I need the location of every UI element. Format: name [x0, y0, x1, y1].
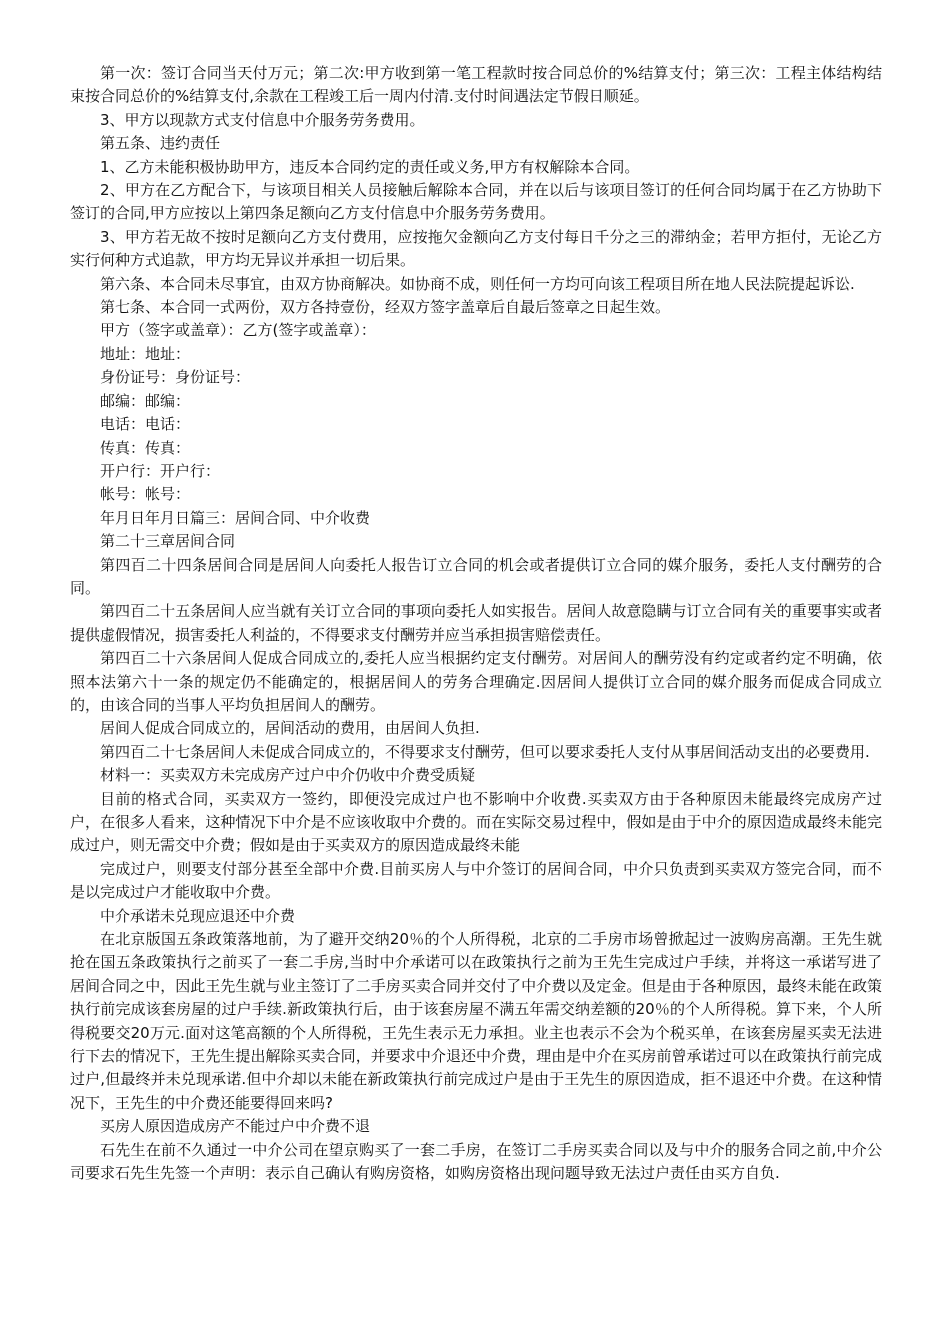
- field-bank: 开户行：开户行：: [100, 461, 221, 480]
- field-fax: 传真：传真：: [100, 438, 191, 457]
- paragraph-article-424: 第四百二十四条居间合同是居间人向委托人报告订立合同的机会或者提供订立合同的媒介服务，委托人支付酬劳的合同。: [70, 555, 882, 597]
- document-page: [70, 62, 882, 1186]
- paragraph-payment-schedule: 第一次：签订合同当天付万元；第二次:甲方收到第一笔工程款时按合同总价的%结算支付；第三次：工程主体结构结束按合同总价的%结算支付,余款在工程竣工后一周内付清.支付时间遇法定节假日顺延。: [70, 64, 882, 106]
- section-title-part-3: 年月日年月日篇三：居间合同、中介收费: [100, 508, 371, 527]
- field-phone: 电话：电话：: [100, 415, 191, 434]
- paragraph-article-7: 第七条、本合同一式两份，双方各持壹份，经双方签字盖章后自最后签章之日起生效。: [100, 298, 671, 317]
- field-postcode: 邮编：邮编：: [100, 391, 191, 410]
- paragraph-breach-3: 3、甲方若无故不按时足额向乙方支付费用，应按拖欠金额向乙方支付每日千分之三的滞纳金；若甲方拒付，无论乙方实行何种方式追款，甲方均无异议并承担一切后果。: [70, 227, 882, 270]
- paragraph-format-contract: 目前的格式合同，买卖双方一签约，即便没完成过户也不影响中介收费.买卖双方由于各种原因未能最终完成房产过户，在很多人看来，这种情况下中介是不应该收取中介费的。而在实际交易过程中，假如是由于中介的原因造成最终未能完成过户，则无需交中介费；假如是由于买卖双方的原因造成最终未能: [70, 789, 882, 855]
- paragraph-complete-transfer: 完成过户，则要支付部分甚至全部中介费.目前买房人与中介签订的居间合同，中介只负责到买卖双方签完合同，而不是以完成过户才能收取中介费。: [70, 859, 882, 902]
- paragraph-breach-1: 1、乙方未能积极协助甲方，违反本合同约定的责任或义务,甲方有权解除本合同。: [100, 157, 640, 176]
- paragraph-broker-cost: 居间人促成合同成立的，居间活动的费用，由居间人负担.: [100, 719, 480, 738]
- paragraph-article-6: 第六条、本合同未尽事宜，由双方协商解决。如协商不成，则任何一方均可向该工程项目所在地人民法院提起诉讼.: [100, 274, 855, 293]
- heading-buyer-cause: 买房人原因造成房产不能过户中介费不退: [100, 1117, 371, 1136]
- field-address: 地址：地址：: [100, 344, 191, 363]
- heading-chapter-23: 第二十三章居间合同: [100, 532, 236, 551]
- paragraph-article-427: 第四百二十七条居间人未促成合同成立的，不得要求支付酬劳，但可以要求委托人支付从事居间活动支出的必要费用.: [100, 742, 870, 761]
- paragraph-case-wang: 在北京版国五条政策落地前，为了避开交纳20％的个人所得税，北京的二手房市场曾掀起过一波购房高潮。王先生就抢在国五条政策执行之前买了一套二手房,当时中介承诺可以在政策执行之前为王先生完成过户手续，并将这一承诺写进了居间合同之中，因此王先生就与业主签订了二手房买卖合同并交付了中介费以及定金。但是由于各种原因，最终未能在政策执行前完成该套房屋的过户手续.新政策执行后，由于该套房屋不满五年需交纳差额的20％的个人所得税。算下来，个人所得税要交20万元.面对这笔高额的个人所得税，王先生表示无力承担。业主也表示不会为个税买单，在该套房屋买卖无法进行下去的情况下，王先生提出解除买卖合同，并要求中介退还中介费，理由是中介在买房前曾承诺过可以在政策执行前完成过户,但最终并未兑现承诺.但中介却以未能在新政策执行前完成过户是由于王先生的原因造成，拒不退还中介费。在这种情况下，王先生的中介费还能要得回来吗?: [70, 930, 882, 1112]
- paragraph-case-shi: 石先生在前不久通过一中介公司在望京购买了一套二手房，在签订二手房买卖合同以及与中介的服务合同之前,中介公司要求石先生先签一个声明：表示自己确认有购房资格，如购房资格出现问题导致无法过户责任由买方自负.: [70, 1140, 882, 1183]
- paragraph-breach-2: 2、甲方在乙方配合下，与该项目相关人员接触后解除本合同，并在以后与该项目签订的任何合同均属于在乙方协助下签订的合同,甲方应按以上第四条足额向乙方支付信息中介服务劳务费用。: [70, 181, 882, 223]
- heading-article-5: 第五条、违约责任: [100, 134, 221, 153]
- field-account: 帐号：帐号：: [100, 485, 191, 504]
- signature-line: 甲方（签字或盖章）：乙方(签字或盖章）：: [100, 321, 376, 340]
- field-id-number: 身份证号：身份证号：: [100, 368, 251, 387]
- paragraph-payment-method: 3、甲方以现款方式支付信息中介服务劳务费用。: [100, 110, 425, 129]
- heading-promise-unfulfilled: 中介承诺未兑现应退还中介费: [100, 906, 296, 925]
- paragraph-article-426: 第四百二十六条居间人促成合同成立的,委托人应当根据约定支付酬劳。对居间人的酬劳没有约定或者约定不明确，依照本法第六十一条的规定仍不能确定的，根据居间人的劳务合理确定.因居间人提供订立合同的媒介服务而促成合同成立的，由该合同的当事人平均负担居间人的酬劳。: [70, 649, 882, 714]
- heading-material-1: 材料一：买卖双方未完成房产过户中介仍收中介费受质疑: [100, 766, 476, 785]
- paragraph-article-425: 第四百二十五条居间人应当就有关订立合同的事项向委托人如实报告。居间人故意隐瞒与订立合同有关的重要事实或者提供虚假情况，损害委托人利益的，不得要求支付酬劳并应当承担损害赔偿责任。: [70, 602, 882, 644]
